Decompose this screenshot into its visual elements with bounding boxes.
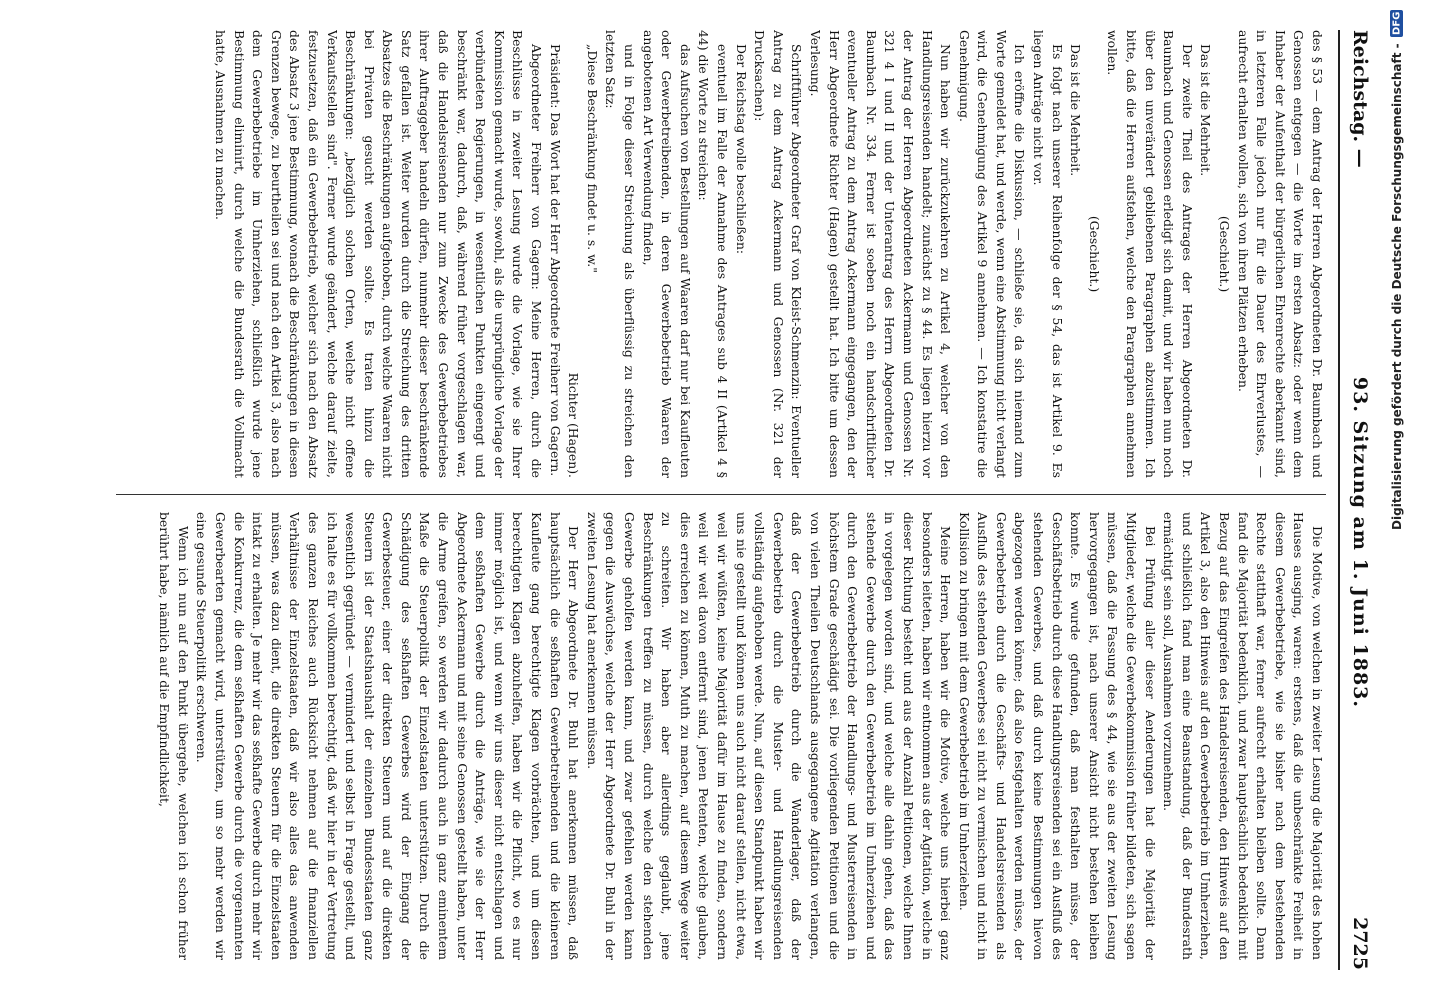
paragraph: Nun haben wir zurückzukehren zu Artikel 4, welcher von den Handlungsreisenden handelt; zunächst zu § 44. Es liegen hierzu vor der Antrag der Herren Abgeordneten Ackermann und Genossen Nr. 321 4 I und II und der Unterantrag des Herrn Abgeordneten Dr. Baumbach Nr. 334. Ferner ist soeben noch ein handschriftlicher eventueller Antrag zu dem Antrag Ackermann eingegangen, den der Herr Abgeordnete Richter (Hagen) gestellt hat. Ich bitte um dessen Verlesung. xyxy=(807,30,954,478)
paragraph: Ich eröffne die Diskussion, — schließe sie, da sich niemand zum Worte gemeldet hat, und werde, wenn eine Abstimmung nicht verlangt wird, die Genehmigung des Artikel 9 annehmen. — Ich konstatire die Genehmigung. xyxy=(956,30,1028,478)
paragraph: Das ist die Mehrheit. xyxy=(1198,44,1214,177)
stage-direction: (Geschieht.) xyxy=(1086,215,1102,293)
digitization-footer xyxy=(1390,0,1424,1000)
signature: Richter (Hagen). xyxy=(566,372,582,478)
paragraph: „Diese Beschränkung findet u. s. w." xyxy=(584,44,600,273)
right-column xyxy=(116,512,1326,960)
paragraph: Das ist die Mehrheit. xyxy=(1068,44,1084,177)
paragraph: Der Herr Abgeordnete Dr. Buhl hat anerkennen müssen, daß hauptsächlich die seßhaften Gewerbetreibenden und die kleineren Kaufleute gang berechtigte Klagen vorbrächten, und um diesen berechtigten Klagen abzuhelfen, haben wir die Pflicht, wo es nur immer möglich ist, und wenn wir uns dieser nicht entschlagen und dem seßhaften Gewerbe durch die Anträge, wie sie der Herr Abgeordnete Ackermann und mit seine Genossen gestellt haben, unter die Arme greifen, so werden wir dadurch auch in ganz eminentem Maße die Steuerpolitik der Einzelstaaten unterstützen. Durch die Schädigung des seßhaften Gewerbes wird der Eingang der Gewerbesteuer, einer der direkten Steuern und auf die direkten Steuern ist der Staatshaushalt der einzelnen Bundesstaaten ganz wesentlich gegründet — vermindert und selbst in Frage gestellt, und ich halte es für vollkommen berechtigt, daß wir hier in der Vertretung des ganzen Reiches auch Rücksicht nehmen auf die finanziellen Verhältnisse der Einzelstaaten, daß wir also alles das anwenden müssen, was dazu dient, die direkten Steuern für die Einzelstaaten intakt zu erhalten. Je mehr wir das seßhafte Gewerbe durch mehr wir die Konkurrenz, die dem seßhaften Gewerbe durch die vorgenannten Gewerbearten gemacht wird, unterstützen, um so mehr werden wir eine gesunde Steuerpolitik erschweren. xyxy=(194,512,582,960)
page-number: 2725 xyxy=(1349,917,1371,970)
stage-direction: (Geschieht.) xyxy=(1217,215,1233,293)
header-title: 93. Sitzung am 1. Juni 1883. xyxy=(1349,376,1371,709)
paragraph: und in Folge dieser Streichung als überflüssig zu streichen den letzten Satz: xyxy=(603,30,638,478)
paragraph: des § 53 — dem Antrag der Herren Abgeordneten Dr. Baumbach und Genossen entgegen — die Worte im ersten Absatz: oder wenn dem Inhaber der Aufenthalt der bürgerlichen Ehrenrechte aberkannt sind, in letzteren Falle jedoch nur für die Dauer des Ehrverlustes, — aufrecht erhalten wollen, sich von ihren Plätzen erheben. xyxy=(1235,30,1325,478)
paragraph: Präsident: Das Wort hat der Herr Abgeordnete Freiherr von Gagern. xyxy=(547,44,563,477)
column-divider xyxy=(116,494,1326,495)
paragraph: das Aufsuchen von Bestellungen auf Waaren darf nur bei Kaufleuten oder Gewerbetreibenden, in deren Gewerbebetrieb Waaren der angebotenen Art Verwendung finden, xyxy=(640,30,693,478)
funding-note: Digitalisierung gefördert durch die Deutsche Forschungsgemeinschaft - xyxy=(1390,43,1404,530)
page-header xyxy=(1338,30,1380,970)
paragraph: Es folgt nach unserer Reihenfolge der § 54, das ist Artikel 9. Es liegen Anträge nicht vor. xyxy=(1031,30,1065,478)
paragraph: Abgeordneter Freiherr von Gagern: Meine Herren, durch die Beschlüsse in zweiter Lesung wurde die Vorlage, wie sie Ihrer Kommission gemacht wurde, sowohl, als die ursprüngliche Vorlage der verbündeten Regierungen, in wesentlichen Punkten eingeengt und beschränkt war, dadurch, daß, während früher vorgeschlagen war, daß die Handelsreisenden nur zum Zwecke des Gewerbebetriebes ihrer Auftraggeber handeln dürfen, nunmehr dieser beschränkende Satz gefallen ist. Weiter wurden durch die Streichung des dritten Absatzes die Beschränkungen aufgehoben, durch welche Waaren nicht bei Privaten gesucht werden sollte. Es traten hinzu die Beschränkungen: „bezüglich solchen Orten, welche nicht offene Verkaufsstellen sind". Ferner wurde geändert, welche darauf zielte, festzusetzen, daß ein Gewerbebetrieb, welcher sich nach den Absatz des Absatz 3 jene Bestimmung, wonach die Beschränkungen in diesen Grenzen bewege, zu beurtheilen sei und nach den Artikel 3, also nach dem Gewerbebetriebe im Umherziehen, schließlich wurde jene Bestimmung eliminirt, durch welche die Bundesrath die Vollmacht hatte, Ausnahmen zu machen. xyxy=(212,30,545,478)
paragraph: Wenn ich nun auf den Punkt übergehe, welchen ich schon früher berührt habe, nämlich auf die Empfindlichkeit, xyxy=(157,512,191,960)
dfg-logo: DFG xyxy=(1391,12,1403,36)
paragraph: Der Reichstag wolle beschließen: xyxy=(733,44,749,255)
paragraph: Schriftführer Abgeordneter Graf von Kleist-Schmenzin: Eventueller Antrag zu dem Antrag Ackermann und Genossen (Nr. 321 der Drucksachen): xyxy=(752,30,805,478)
paragraph: Der zweite Theil des Antrages der Herren Abgeordneten Dr. Baumbach und Genossen erledigt sich damit, und wir haben nun noch über den unverändert gebliebenen Paragraphen abzustimmen. Ich bitte, daß die Herren aufstehen, welche den Paragraphen annehmen wollen. xyxy=(1105,30,1195,478)
paragraph: Bei Prüfung aller dieser Aenderungen hat die Majorität der Mitglieder, welche die Gewerbekommission früher bildeten, sich sagen müssen, daß die Fassung des § 44, wie sie aus der zweiten Lesung hervorgegangen ist, nach unserer Ansicht nicht bestehen bleiben konnte. Es wurde gefunden, daß man festhalten müsse, der Geschäftsbetrieb durch diese Handlungsreisenden sei ein Ausfluß des stehenden Gewerbes, und daß durch keine Bestimmungen hievon abgezogen werden könne; daß also festgehalten werden müsse, der Gewerbebetrieb durch die Geschäfts- und Handelsreisenden als Ausfluß des stehenden Gewerbes sei nicht zu vermischen und nicht in Kollision zu bringen mit dem Gewerbebetrieb im Umherziehen. xyxy=(956,512,1158,960)
header-left: Reichstag. — xyxy=(1349,30,1371,168)
paragraph: eventuell im Falle der Annahme des Antrages sub 4 II (Artikel 4 § 44) die Worte zu streichen: xyxy=(696,30,730,478)
left-column xyxy=(116,30,1326,478)
paragraph: Die Motive, von welchen in zweiter Lesung die Majorität des hohen Hauses ausging, waren: erstens, daß die unbeschränkte Freiheit in diesem Gewerbebetriebe, wie sie bisher nach dem bestehenden Rechte statthaft war, ferner aufrecht erhalten bleiben sollte. Dann fand die Majorität bedenklich, und zwar hauptsächlich bedenklich mit Bezug auf das Eingreifen des Handelsreisenden, den Hinweis auf den Artikel 3, also den Hinweis auf den Gewerbebetrieb im Umherziehen, und schließlich fand man eine Beanstandung, daß der Bundesrath ermächtigt sein soll, Ausnahmen vorzunehmen. xyxy=(1161,512,1325,960)
paragraph: Meine Herren, haben wir die Motive, welche uns hierbei ganz besonders leiteten, haben wir entnommen aus der Agitation, welche in dieser Richtung besteht und aus der Anzahl Petitionen, welche Ihnen in vorgelegen worden sind, und welche alle dahin gehen, daß das stehende Gewerbe durch den Gewerbebetrieb im Umherziehen und durch den Gewerbebetrieb der Handlungs- und Musterreisenden in höchstem Grade geschädigt sei. Die vorliegenden Petitionen und die von vielen Theilen Deutschlands ausgegangene Agitation verlangen, daß der Gewerbebetrieb durch die Wanderlager, daß der Gewerbebetrieb durch die Muster- und Handlungsreisenden vollständig aufgehoben werde. Nun, auf diesen Standpunkt haben wir uns nie gestellt und können uns auch nicht darauf stellen, nicht etwa, weil wir wüßten, keine Majorität dafür im Hause zu finden, sondern weil wir weit davon entfernt sind, jenen Petenten, welche glauben, dies erreichen zu können, Muth zu machen, auf diesem Wege weiter zu schreiten. Wir haben aber allerdings geglaubt, jene Beschränkungen treffen zu müssen, durch welche den stehenden Gewerbe geholfen werden kann, und zwar gefehlen werden kann gegen die Auswüchse, welche der Herr Abgeordnete Dr. Buhl in der zweiten Lesung hat anerkennen müssen. xyxy=(584,512,954,960)
